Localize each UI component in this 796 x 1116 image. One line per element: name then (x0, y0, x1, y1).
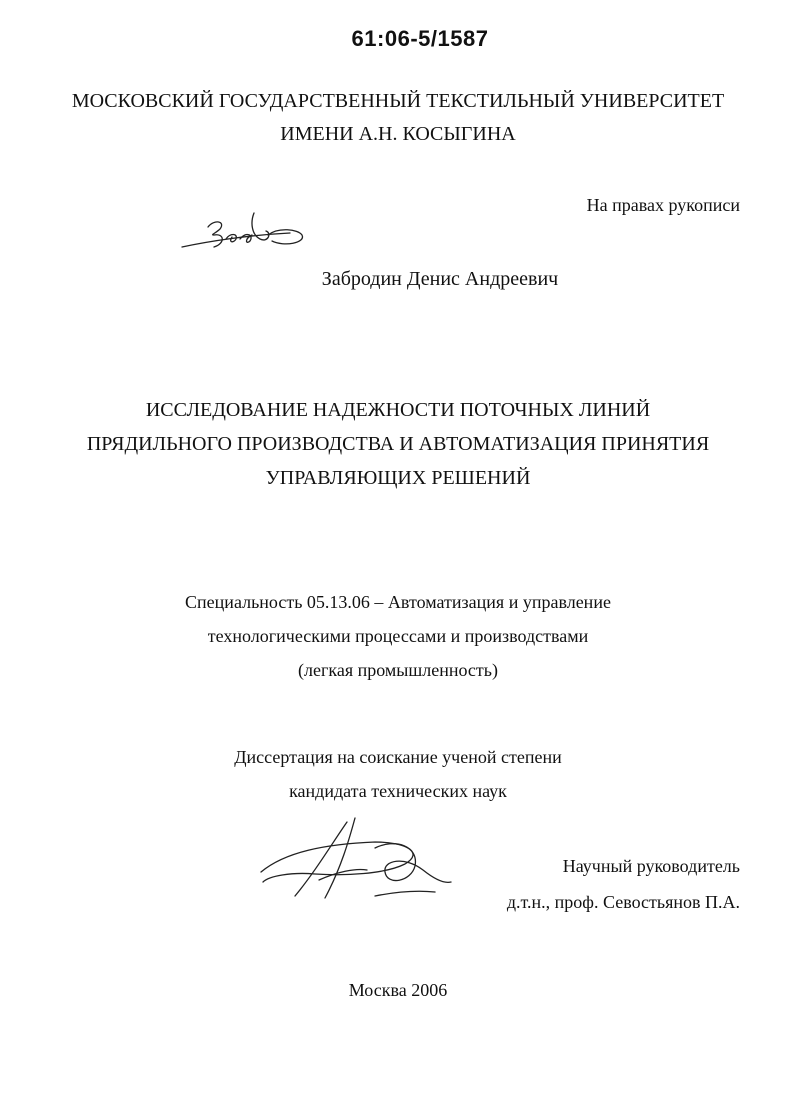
institution-line-2: ИМЕНИ А.Н. КОСЫГИНА (280, 123, 516, 145)
advisor-name: д.т.н., проф. Севостьянов П.А. (506, 892, 740, 912)
institution-name (0, 85, 796, 151)
manuscript-rights-note: На правах рукописи (586, 195, 740, 215)
degree-line-2: кандидата технических наук (289, 781, 507, 801)
institution-line-1: МОСКОВСКИЙ ГОСУДАРСТВЕННЫЙ ТЕКСТИЛЬНЫЙ УНИВЕРСИТЕТ (71, 90, 725, 112)
thesis-title-line-1: ИССЛЕДОВАНИЕ НАДЕЖНОСТИ ПОТОЧНЫХ ЛИНИЙ (145, 399, 651, 421)
author-signature (180, 205, 310, 255)
degree-statement (0, 740, 796, 808)
specialty (0, 585, 796, 687)
advisor-signature (255, 812, 455, 912)
author-name: Забродин Денис Андреевич (321, 268, 559, 290)
specialty-line-3: (легкая промышленность) (298, 660, 498, 680)
city-year: Москва 2006 (348, 980, 448, 1000)
thesis-title-line-3: УПРАВЛЯЮЩИХ РЕШЕНИЙ (265, 467, 531, 489)
thesis-title-line-2: ПРЯДИЛЬНОГО ПРОИЗВОДСТВА И АВТОМАТИЗАЦИЯ ПРИНЯТИЯ (86, 433, 710, 455)
thesis-title (0, 393, 796, 495)
degree-line-1: Диссертация на соискание ученой степени (234, 747, 562, 767)
specialty-line-1: Специальность 05.13.06 – Автоматизация и управление (185, 592, 611, 612)
specialty-line-2: технологическими процессами и производствами (207, 626, 589, 646)
registry-code: 61:06-5/1587 (351, 26, 489, 51)
advisor-label: Научный руководитель (562, 856, 740, 876)
